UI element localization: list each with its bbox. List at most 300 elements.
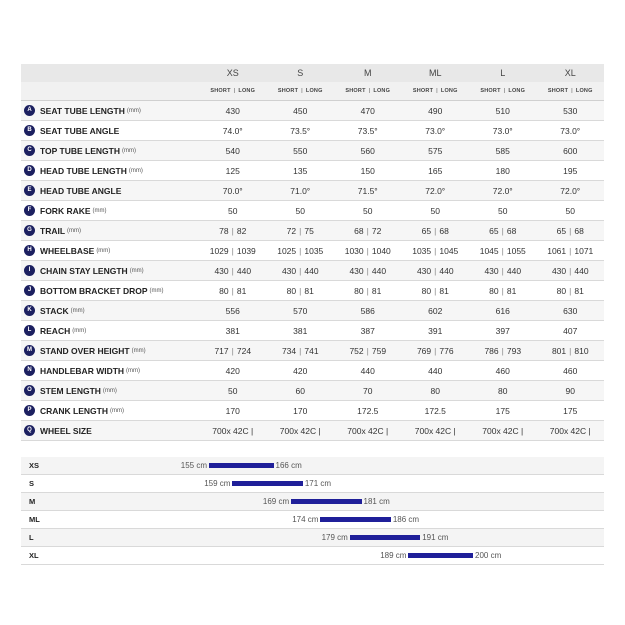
fit-size-label: L xyxy=(29,533,34,542)
measurement-unit: (mm) xyxy=(70,307,85,314)
measurement-value xyxy=(537,341,605,361)
separator: | xyxy=(299,225,302,236)
long-label: LONG xyxy=(575,88,593,94)
measurement-value xyxy=(469,261,537,281)
measurement-label xyxy=(21,321,199,341)
fit-size-label: XS xyxy=(29,461,40,470)
measurement-value: 440 xyxy=(334,361,402,381)
measurement-label xyxy=(21,381,199,401)
measurement-value: 80 xyxy=(469,381,537,401)
measurement-name: HEAD TUBE LENGTH xyxy=(40,165,127,176)
measurement-letter-badge: F xyxy=(24,205,35,216)
measurement-name: TOP TUBE LENGTH xyxy=(40,145,120,156)
fit-max-label: 181 cm xyxy=(363,497,390,506)
short-value: 65 xyxy=(556,225,567,236)
fit-row xyxy=(21,457,604,475)
size-header-row xyxy=(21,64,604,82)
geometry-row xyxy=(21,161,604,181)
measurement-value: 440 xyxy=(402,361,470,381)
measurement-value: 70.0° xyxy=(199,181,267,201)
separator: | xyxy=(368,88,371,94)
fit-size-label: ML xyxy=(29,515,40,524)
long-value: 810 xyxy=(574,345,589,356)
measurement-unit: (mm) xyxy=(129,267,144,274)
short-value: 1030 xyxy=(344,245,364,256)
separator: | xyxy=(366,285,369,296)
measurement-value: 586 xyxy=(334,301,402,321)
measurement-label xyxy=(21,201,199,221)
measurement-value xyxy=(267,221,335,241)
measurement-value: 50 xyxy=(334,201,402,221)
size-header: L xyxy=(469,64,537,82)
long-value: 440 xyxy=(574,265,589,276)
measurement-name: TRAIL xyxy=(40,225,66,236)
measurement-label xyxy=(21,241,199,261)
measurement-value: 172.5 xyxy=(402,401,470,421)
fit-range-bar xyxy=(350,535,420,540)
fit-min-label: 174 cm xyxy=(292,515,319,524)
measurement-letter-badge: J xyxy=(24,285,35,296)
measurement-value: 175 xyxy=(537,401,605,421)
fit-size-label: XL xyxy=(29,551,39,560)
measurement-value: 700x 42C | xyxy=(267,421,335,441)
short-label: SHORT xyxy=(210,88,231,94)
geometry-row xyxy=(21,401,604,421)
separator: | xyxy=(231,345,234,356)
fit-range-bar xyxy=(291,499,361,504)
measurement-name: HEAD TUBE ANGLE xyxy=(40,185,122,196)
measurement-value xyxy=(334,341,402,361)
geometry-row xyxy=(21,181,604,201)
long-value: 724 xyxy=(236,345,252,356)
measurement-value: 73.5° xyxy=(267,121,335,141)
fit-max-label: 171 cm xyxy=(304,479,332,488)
fit-min-label: 179 cm xyxy=(321,533,348,542)
short-value: 752 xyxy=(349,345,364,356)
measurement-letter-badge: A xyxy=(24,105,35,116)
geometry-row xyxy=(21,141,604,161)
measurement-value: 50 xyxy=(537,201,605,221)
separator: | xyxy=(366,345,369,356)
measurement-value: 407 xyxy=(537,321,605,341)
measurement-letter-badge: N xyxy=(24,365,35,376)
measurement-unit: (mm) xyxy=(92,207,107,214)
measurement-name: SEAT TUBE LENGTH xyxy=(40,105,125,116)
short-label: SHORT xyxy=(412,88,434,94)
measurement-value: 73.0° xyxy=(402,121,470,141)
fit-row xyxy=(21,529,604,547)
fit-max-label: 186 cm xyxy=(392,515,420,524)
measurement-value xyxy=(537,281,605,301)
fit-range-bar xyxy=(232,481,302,486)
separator: | xyxy=(366,265,369,276)
geometry-row xyxy=(21,421,604,441)
subheader-blank xyxy=(21,82,199,101)
measurement-name: SEAT TUBE ANGLE xyxy=(40,125,120,136)
short-value: 786 xyxy=(484,345,499,356)
measurement-value xyxy=(537,261,605,281)
measurement-label xyxy=(21,141,199,161)
measurement-value: 490 xyxy=(402,101,470,121)
long-value: 68 xyxy=(439,225,449,236)
measurement-value: 72.0° xyxy=(469,181,537,201)
short-long-subheader-row xyxy=(21,82,604,101)
measurement-value: 460 xyxy=(537,361,605,381)
long-value: 776 xyxy=(439,345,454,356)
measurement-value: 381 xyxy=(267,321,335,341)
short-value: 1045 xyxy=(479,245,499,256)
geometry-row xyxy=(21,261,604,281)
separator: | xyxy=(434,265,437,276)
separator: | xyxy=(571,88,573,94)
measurement-value: 50 xyxy=(267,201,335,221)
separator: | xyxy=(434,285,437,296)
short-long-label xyxy=(267,82,335,101)
separator: | xyxy=(231,265,234,276)
fit-range-bar xyxy=(320,517,390,522)
long-label: LONG xyxy=(373,88,391,94)
measurement-label xyxy=(21,281,199,301)
short-long-label xyxy=(402,82,470,101)
separator: | xyxy=(299,285,302,296)
measurement-letter-badge: P xyxy=(24,405,35,416)
measurement-value: 387 xyxy=(334,321,402,341)
geometry-row xyxy=(21,321,604,341)
measurement-value: 450 xyxy=(267,101,335,121)
measurement-value: 150 xyxy=(334,161,402,181)
long-value: 72 xyxy=(371,225,382,236)
measurement-value xyxy=(469,221,537,241)
measurement-value xyxy=(267,341,335,361)
measurement-unit: (mm) xyxy=(102,387,117,394)
measurement-value xyxy=(537,241,605,261)
separator: | xyxy=(366,245,369,256)
separator: | xyxy=(501,285,504,296)
measurement-name: REACH xyxy=(40,325,71,336)
short-value: 1025 xyxy=(277,245,297,256)
measurement-unit: (mm) xyxy=(149,287,164,294)
short-value: 1061 xyxy=(547,245,567,256)
separator: | xyxy=(436,88,438,94)
measurement-letter-badge: H xyxy=(24,245,35,256)
short-value: 430 xyxy=(551,265,567,276)
measurement-name: WHEELBASE xyxy=(40,245,95,256)
separator: | xyxy=(501,225,504,236)
measurement-value xyxy=(469,341,537,361)
long-label: LONG xyxy=(305,88,323,94)
short-long-label xyxy=(199,82,267,101)
measurement-value: 391 xyxy=(402,321,470,341)
geometry-row xyxy=(21,201,604,221)
measurement-value: 125 xyxy=(199,161,267,181)
separator: | xyxy=(231,285,234,296)
separator: | xyxy=(301,88,303,94)
measurement-value xyxy=(469,281,537,301)
measurement-letter-badge: D xyxy=(24,165,35,176)
measurement-value xyxy=(402,341,470,361)
fit-row xyxy=(21,475,604,493)
rider-height-chart xyxy=(21,457,604,565)
short-value: 717 xyxy=(214,345,229,356)
measurement-value: 575 xyxy=(402,141,470,161)
measurement-value: 50 xyxy=(199,381,267,401)
short-value: 68 xyxy=(354,225,364,236)
measurement-letter-badge: I xyxy=(24,265,35,276)
measurement-value: 630 xyxy=(537,301,605,321)
measurement-name: CHAIN STAY LENGTH xyxy=(40,265,128,276)
measurement-value: 570 xyxy=(267,301,335,321)
size-header: S xyxy=(267,64,335,82)
geometry-row xyxy=(21,301,604,321)
measurement-value: 700x 42C | xyxy=(402,421,470,441)
measurement-name: STAND OVER HEIGHT xyxy=(40,345,130,356)
separator: | xyxy=(569,345,572,356)
short-value: 80 xyxy=(286,285,297,296)
short-value: 430 xyxy=(416,265,432,276)
measurement-value xyxy=(199,261,267,281)
geometry-row xyxy=(21,101,604,121)
measurement-value: 585 xyxy=(469,141,537,161)
measurement-value xyxy=(402,261,470,281)
measurement-value: 72.0° xyxy=(402,181,470,201)
measurement-value: 540 xyxy=(199,141,267,161)
long-value: 1071 xyxy=(574,245,594,256)
measurement-value: 73.0° xyxy=(469,121,537,141)
measurement-letter-badge: C xyxy=(24,145,35,156)
measurement-value xyxy=(402,281,470,301)
measurement-letter-badge: B xyxy=(24,125,35,136)
measurement-unit: (mm) xyxy=(126,107,141,114)
measurement-value: 460 xyxy=(469,361,537,381)
measurement-value: 600 xyxy=(537,141,605,161)
separator: | xyxy=(299,345,302,356)
long-value: 82 xyxy=(236,225,247,236)
long-value: 440 xyxy=(236,265,252,276)
measurement-value: 170 xyxy=(199,401,267,421)
long-label: LONG xyxy=(508,88,526,94)
measurement-value xyxy=(199,281,267,301)
measurement-value: 90 xyxy=(537,381,605,401)
measurement-value: 170 xyxy=(267,401,335,421)
long-value: 440 xyxy=(371,265,387,276)
header-blank xyxy=(21,64,199,82)
short-label: SHORT xyxy=(345,88,366,94)
measurement-value xyxy=(199,341,267,361)
long-label: LONG xyxy=(238,88,256,94)
measurement-value xyxy=(402,241,470,261)
short-value: 430 xyxy=(349,265,364,276)
long-value: 1039 xyxy=(236,245,256,256)
measurement-value: 700x 42C | xyxy=(334,421,402,441)
measurement-name: FORK RAKE xyxy=(40,205,91,216)
measurement-value xyxy=(267,261,335,281)
measurement-label xyxy=(21,401,199,421)
short-value: 734 xyxy=(281,345,297,356)
long-value: 440 xyxy=(304,265,319,276)
measurement-value: 71.0° xyxy=(267,181,335,201)
size-header: XL xyxy=(537,64,605,82)
geometry-row xyxy=(21,341,604,361)
separator: | xyxy=(366,225,369,236)
measurement-value xyxy=(334,241,402,261)
short-value: 801 xyxy=(551,345,567,356)
measurement-value: 510 xyxy=(469,101,537,121)
fit-size-label: M xyxy=(29,497,36,506)
long-value: 759 xyxy=(371,345,387,356)
separator: | xyxy=(231,225,234,236)
geometry-row xyxy=(21,241,604,261)
measurement-value: 72.0° xyxy=(537,181,605,201)
measurement-value: 70 xyxy=(334,381,402,401)
separator: | xyxy=(434,345,437,356)
short-value: 430 xyxy=(214,265,229,276)
fit-min-label: 155 cm xyxy=(180,461,207,470)
measurement-letter-badge: G xyxy=(24,225,35,236)
measurement-value xyxy=(199,241,267,261)
long-value: 1055 xyxy=(506,245,526,256)
geometry-row xyxy=(21,381,604,401)
short-value: 65 xyxy=(421,225,432,236)
separator: | xyxy=(569,245,572,256)
size-header: ML xyxy=(402,64,470,82)
short-value: 80 xyxy=(489,285,499,296)
short-value: 430 xyxy=(484,265,499,276)
measurement-label xyxy=(21,161,199,181)
measurement-value: 430 xyxy=(199,101,267,121)
long-value: 68 xyxy=(574,225,584,236)
fit-range-bar xyxy=(408,553,473,558)
measurement-value: 80 xyxy=(402,381,470,401)
measurement-value xyxy=(267,241,335,261)
measurement-value: 50 xyxy=(402,201,470,221)
measurement-value xyxy=(402,221,470,241)
short-value: 80 xyxy=(421,285,432,296)
geometry-row xyxy=(21,121,604,141)
measurement-label xyxy=(21,221,199,241)
short-value: 78 xyxy=(219,225,229,236)
measurement-value xyxy=(334,261,402,281)
measurement-unit: (mm) xyxy=(128,167,143,174)
short-long-label xyxy=(537,82,605,101)
fit-min-label: 189 cm xyxy=(380,551,407,560)
measurement-name: STACK xyxy=(40,305,69,316)
short-value: 430 xyxy=(281,265,297,276)
separator: | xyxy=(299,265,302,276)
short-long-label xyxy=(334,82,402,101)
fit-min-label: 169 cm xyxy=(262,497,290,506)
long-value: 81 xyxy=(236,285,247,296)
separator: | xyxy=(569,285,572,296)
measurement-name: HANDLEBAR WIDTH xyxy=(40,365,125,376)
separator: | xyxy=(233,88,236,94)
fit-max-label: 166 cm xyxy=(275,461,302,470)
short-label: SHORT xyxy=(277,88,299,94)
long-value: 81 xyxy=(439,285,449,296)
measurement-value: 195 xyxy=(537,161,605,181)
measurement-value xyxy=(469,241,537,261)
measurement-value: 135 xyxy=(267,161,335,181)
measurement-name: BOTTOM BRACKET DROP xyxy=(40,285,148,296)
measurement-value: 700x 42C | xyxy=(469,421,537,441)
measurement-value: 560 xyxy=(334,141,402,161)
long-value: 81 xyxy=(574,285,584,296)
long-value: 81 xyxy=(506,285,517,296)
long-value: 440 xyxy=(439,265,454,276)
short-value: 72 xyxy=(286,225,297,236)
long-value: 81 xyxy=(304,285,314,296)
measurement-letter-badge: K xyxy=(24,305,35,316)
measurement-letter-badge: Q xyxy=(24,425,35,436)
fit-row xyxy=(21,493,604,511)
measurement-value: 470 xyxy=(334,101,402,121)
measurement-label xyxy=(21,101,199,121)
measurement-letter-badge: M xyxy=(24,345,35,356)
separator: | xyxy=(501,345,504,356)
fit-max-label: 200 cm xyxy=(475,551,502,560)
long-value: 81 xyxy=(371,285,382,296)
fit-row xyxy=(21,547,604,565)
measurement-value: 420 xyxy=(267,361,335,381)
measurement-value: 602 xyxy=(402,301,470,321)
separator: | xyxy=(231,245,234,256)
measurement-letter-badge: O xyxy=(24,385,35,396)
geometry-row xyxy=(21,221,604,241)
measurement-label xyxy=(21,181,199,201)
measurement-unit: (mm) xyxy=(72,327,87,334)
measurement-label xyxy=(21,121,199,141)
separator: | xyxy=(503,88,506,94)
measurement-value: 73.0° xyxy=(537,121,605,141)
measurement-value: 530 xyxy=(537,101,605,121)
separator: | xyxy=(501,265,504,276)
measurement-unit: (mm) xyxy=(67,227,82,234)
measurement-unit: (mm) xyxy=(131,347,146,354)
measurement-value: 73.5° xyxy=(334,121,402,141)
short-value: 769 xyxy=(416,345,432,356)
geometry-table xyxy=(21,64,604,441)
measurement-value: 50 xyxy=(199,201,267,221)
geometry-row xyxy=(21,281,604,301)
measurement-value: 60 xyxy=(267,381,335,401)
size-header: M xyxy=(334,64,402,82)
long-value: 75 xyxy=(304,225,314,236)
short-long-label xyxy=(469,82,537,101)
measurement-label xyxy=(21,301,199,321)
measurement-value: 50 xyxy=(469,201,537,221)
short-label: SHORT xyxy=(547,88,569,94)
separator: | xyxy=(569,225,572,236)
long-value: 440 xyxy=(506,265,522,276)
measurement-unit: (mm) xyxy=(126,367,141,374)
measurement-value: 381 xyxy=(199,321,267,341)
measurement-unit: (mm) xyxy=(110,407,124,414)
fit-row xyxy=(21,511,604,529)
measurement-value: 74.0° xyxy=(199,121,267,141)
separator: | xyxy=(434,225,437,236)
measurement-value xyxy=(334,221,402,241)
measurement-label xyxy=(21,341,199,361)
measurement-value: 616 xyxy=(469,301,537,321)
long-value: 1045 xyxy=(439,245,459,256)
measurement-value xyxy=(537,221,605,241)
measurement-value: 172.5 xyxy=(334,401,402,421)
geometry-row xyxy=(21,361,604,381)
measurement-value: 556 xyxy=(199,301,267,321)
measurement-letter-badge: E xyxy=(24,185,35,196)
measurement-name: STEM LENGTH xyxy=(40,385,101,396)
fit-size-label: S xyxy=(29,479,35,488)
measurement-value: 700x 42C | xyxy=(199,421,267,441)
